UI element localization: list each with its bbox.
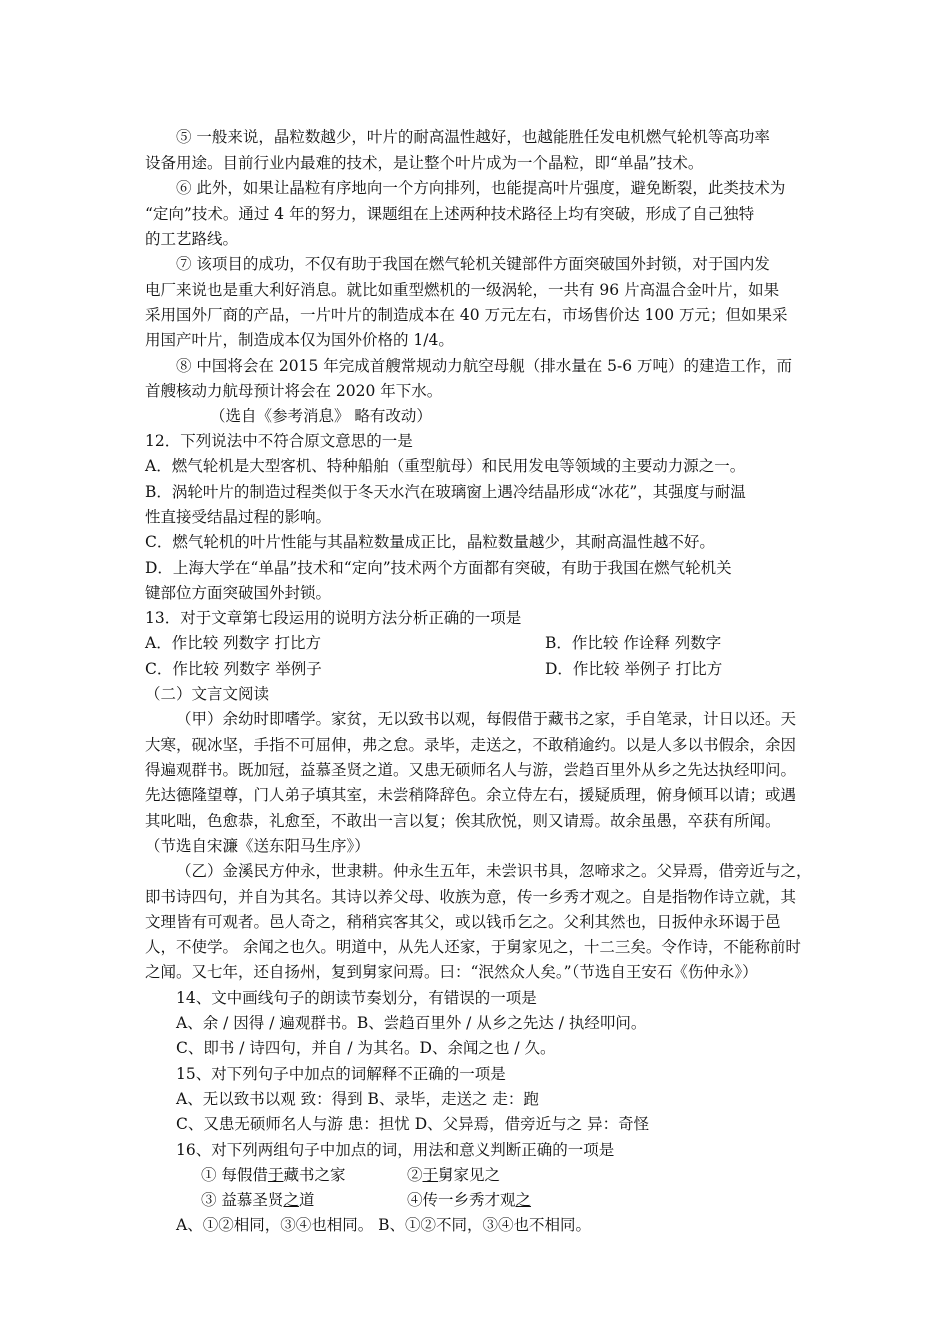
section-heading: （二）文言文阅读 xyxy=(145,685,270,703)
q12-option-d-line-1: D．上海大学在“单晶”技术和“定向”技术两个方面都有突破，有助于我国在燃气轮机关 xyxy=(145,559,732,577)
p5-line-1: ⑤ 一般来说，晶粒数越少，叶片的耐高温性越好，也越能胜任发电机燃气轮机等高功率 xyxy=(176,128,770,146)
passage-jia-line-2: 大寒，砚冰坚，手指不可屈伸，弗之怠。录毕，走送之，不敢稍逾约。以是人多以书假余，余因 xyxy=(145,736,797,754)
passage-yi-line-4: 人，不使学。 余闻之也久。明道中，从先人还家，于舅家见之，十二三矣。令作诗，不能称前时 xyxy=(145,938,801,956)
q12-option-c: C．燃气轮机的叶片性能与其晶粒数量成正比，晶粒数量越少，其耐高温性越不好。 xyxy=(145,533,715,551)
q16-item-2: ②于舅家见之 xyxy=(407,1166,501,1184)
q12-option-b-line-1: B．涡轮叶片的制造过程类似于冬天水汽在玻璃窗上遇冷结晶形成“冰花”，其强度与耐温 xyxy=(145,483,746,501)
q15-stem: 15、对下列句子中加点的词解释不正确的一项是 xyxy=(176,1065,506,1083)
q16-options-ab: A、①②相同，③④也相同。 B、①②不同，③④也不相同。 xyxy=(176,1216,592,1234)
underlined-word: 之 xyxy=(283,1191,299,1209)
passage-jia-line-4: 先达德隆望尊，门人弟子填其室，未尝稍降辞色。余立侍左右，援疑质理，俯身倾耳以请；或遇 xyxy=(145,786,797,804)
q16-item-4: ④传一乡秀才观之 xyxy=(407,1191,532,1209)
passage-jia-line-5: 其叱咄，色愈恭，礼愈至，不敢出一言以复；俟其欣悦，则又请焉。故余虽愚，卒获有所闻。 xyxy=(145,812,781,830)
p6-line-1: ⑥ 此外，如果让晶粒有序地向一个方向排列，也能提高叶片强度，避免断裂，此类技术为 xyxy=(176,179,786,197)
p7-line-4: 用国产叶片，制造成本仅为国外价格的 1/4。 xyxy=(145,331,454,349)
q16-item-1: ① 每假借于藏书之家 xyxy=(201,1166,346,1184)
q12-option-d-line-2: 键部位方面突破国外封锁。 xyxy=(145,584,332,602)
q12-stem: 12．下列说法中不符合原文意思的一是 xyxy=(145,432,413,450)
q14-stem: 14、文中画线句子的朗读节奏划分，有错误的一项是 xyxy=(176,989,537,1007)
passage-jia-line-1: （甲）余幼时即嗜学。家贫，无以致书以观，每假借于藏书之家，手自笔录，计日以还。天 xyxy=(176,710,797,728)
passage-yi-line-3: 文理皆有可观者。邑人奇之，稍稍宾客其父，或以钱币乞之。父利其然也，日扳仲永环谒于邑 xyxy=(145,913,781,931)
underlined-word: 于 xyxy=(422,1166,439,1184)
p8-line-1: ⑧ 中国将会在 2015 年完成首艘常规动力航空母舰（排水量在 5-6 万吨）的建造工作，而 xyxy=(176,357,793,375)
passage-jia-line-3: 得遍观群书。既加冠，益慕圣贤之道。又患无硕师名人与游，尝趋百里外从乡之先达执经叩问。 xyxy=(145,761,797,779)
q16-stem: 16、对下列两组句子中加点的词，用法和意义判断正确的一项是 xyxy=(176,1141,615,1159)
q12-option-a: A．燃气轮机是大型客机、特种船舶（重型航母）和民用发电等领域的主要动力源之一。 xyxy=(145,457,746,475)
p5-line-2: 设备用途。目前行业内最难的技术，是让整个叶片成为一个晶粒，即“单晶”技术。 xyxy=(145,154,704,172)
q13-option-a: A．作比较 列数字 打比方 xyxy=(145,634,322,652)
underlined-word: 于 xyxy=(267,1166,284,1184)
passage-yi-line-5: 之闻。又七年，还自扬州，复到舅家问焉。曰：“泯然众人矣。”（节选自王安石《伤仲永》） xyxy=(145,963,758,981)
p8-line-2: 首艘核动力航母预计将会在 2020 年下水。 xyxy=(145,382,443,400)
q14-options-ab: A、余 / 因得 / 遍观群书。B、尝趋百里外 / 从乡之先达 / 执经叩问。 xyxy=(176,1014,647,1032)
q14-options-cd: C、即书 / 诗四句，并自 / 为其名。D、余闻之也 / 久。 xyxy=(176,1039,556,1057)
q13-option-b: B．作比较 作诠释 列数字 xyxy=(545,634,722,652)
p7-line-3: 采用国外厂商的产品，一片叶片的制造成本在 40 万元左右，市场售价达 100 万元；但如果采 xyxy=(145,306,788,324)
p6-line-2: “定向”技术。通过 4 年的努力，课题组在上述两种技术路径上均有突破，形成了自己独特 xyxy=(145,205,755,223)
p6-line-3: 的工艺路线。 xyxy=(145,230,239,248)
passage-jia-source: （节选自宋濂《送东阳马生序》） xyxy=(145,837,370,855)
q16-item-3: ③ 益慕圣贤之道 xyxy=(201,1191,315,1209)
q13-stem: 13．对于文章第七段运用的说明方法分析正确的一项是 xyxy=(145,609,522,627)
p7-line-1: ⑦ 该项目的成功，不仅有助于我国在燃气轮机关键部件方面突破国外封锁，对于国内发 xyxy=(176,255,770,273)
passage-yi-line-1: （乙）金溪民方仲永，世隶耕。仲永生五年，未尝识书具，忽啼求之。父异焉，借旁近与之， xyxy=(176,862,812,880)
passage-yi-line-2: 即书诗四句，并自为其名。其诗以养父母、收族为意，传一乡秀才观之。自是指物作诗立就，其 xyxy=(145,888,797,906)
q15-options-ab: A、无以致书以观 致：得到 B、录毕，走送之 走：跑 xyxy=(176,1090,539,1108)
underlined-word: 之 xyxy=(515,1191,532,1209)
q12-option-b-line-2: 性直接受结晶过程的影响。 xyxy=(145,508,332,526)
passage-source: （选自《参考消息》 略有改动） xyxy=(210,407,432,425)
q13-option-d: D．作比较 举例子 打比方 xyxy=(545,660,723,678)
p7-line-2: 电厂来说也是重大利好消息。就比如重型燃机的一级涡轮，一共有 96 片高温合金叶片，如果 xyxy=(145,281,780,299)
q13-option-c: C．作比较 列数字 举例子 xyxy=(145,660,322,678)
q15-options-cd: C、又患无硕师名人与游 患：担忧 D、父异焉，借旁近与之 异：奇怪 xyxy=(176,1115,650,1133)
